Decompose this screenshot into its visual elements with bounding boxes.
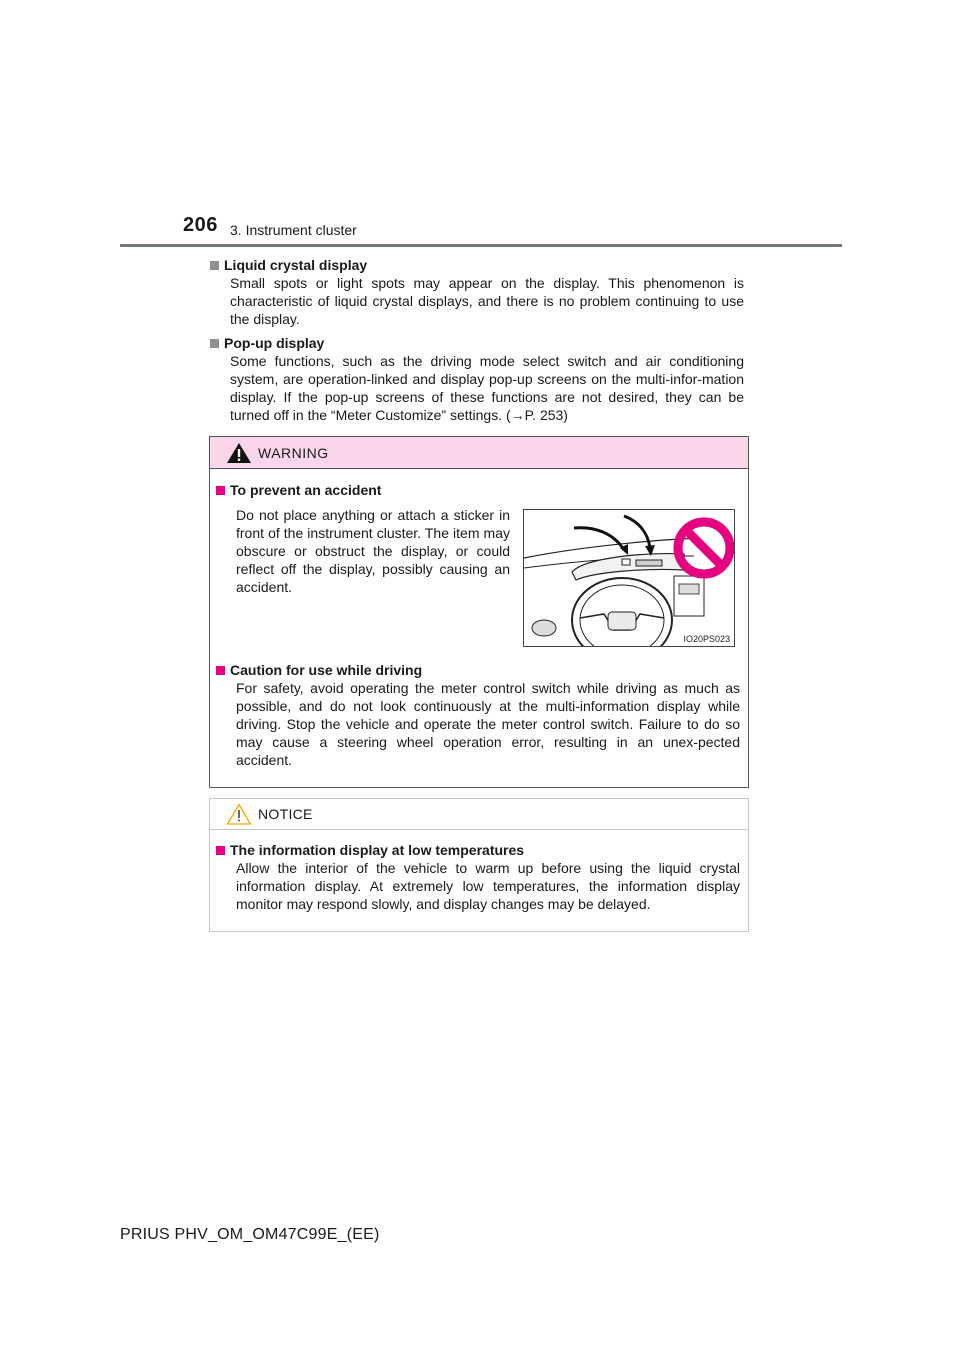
dashboard-sticker-prohibited-illustration — [524, 510, 734, 646]
section-pop-up-display — [210, 334, 744, 424]
warning-header — [210, 437, 748, 469]
footer-doc-code: PRIUS PHV_OM_OM47C99E_(EE) — [120, 1226, 380, 1243]
warning-item-caution-driving — [216, 661, 740, 769]
warning-triangle-icon — [226, 442, 252, 464]
warning-item-body: For safety, avoid operating the meter control switch while driving as much as possible, and do not look continuously at the multi-information display while driving. Stop the vehicle and operate the meter control switch. Failure to do so may cause a steering wheel operation error, resulting in an unex-pected accident. — [236, 680, 740, 768]
square-bullet-icon — [216, 486, 225, 495]
notice-title: NOTICE — [258, 806, 313, 822]
instrument-cluster-illustration — [523, 509, 735, 647]
warning-box — [209, 436, 749, 788]
section-body: Some functions, such as the driving mode select switch and air conditioning system, are operation-linked and display pop-up screens on the multi-infor-mation display. If the pop-up screens of these functions are not desired, they can be turned off in the “Meter Customize” settings. (→P. 253) — [230, 353, 744, 423]
notice-triangle-icon — [226, 803, 252, 825]
warning-item-prevent-accident — [216, 481, 740, 499]
chapter-title: 3. Instrument cluster — [230, 222, 357, 238]
section-heading-text: Pop-up display — [224, 335, 325, 351]
figure-code: IO20PS023 — [683, 634, 730, 644]
square-bullet-icon — [210, 261, 219, 270]
warning-item-heading — [216, 481, 740, 499]
notice-item-heading — [216, 841, 740, 859]
section-heading — [210, 256, 744, 274]
page-number: 206 — [183, 214, 218, 236]
warning-item-body: Do not place anything or attach a sticker in front of the instrument cluster. The item may obscure or obstruct the display, or could reflect off the display, possibly causing an accident. — [236, 507, 510, 595]
notice-item-heading-text: The information display at low temperatures — [230, 842, 525, 858]
section-body: Small spots or light spots may appear on the display. This phenomenon is characteristic of liquid crystal displays, and there is no problem continuing to use the display. — [230, 275, 744, 327]
warning-item-heading — [216, 661, 740, 679]
notice-item-low-temperatures — [216, 841, 740, 913]
square-bullet-icon — [210, 339, 219, 348]
warning-title: WARNING — [258, 444, 329, 461]
square-bullet-icon — [216, 846, 225, 855]
notice-item-body: Allow the interior of the vehicle to warm up before using the liquid crystal information display. At extremely low temperatures, the information display monitor may respond slowly, and display changes may be delayed. — [236, 860, 740, 912]
notice-box — [209, 798, 749, 932]
notice-header — [210, 799, 748, 830]
section-liquid-crystal-display — [210, 256, 744, 328]
header-rule — [120, 244, 842, 247]
section-heading — [210, 334, 744, 352]
warning-item-heading-text: To prevent an accident — [230, 482, 382, 498]
square-bullet-icon — [216, 666, 225, 675]
warning-item-heading-text: Caution for use while driving — [230, 662, 423, 678]
section-heading-text: Liquid crystal display — [224, 257, 368, 273]
